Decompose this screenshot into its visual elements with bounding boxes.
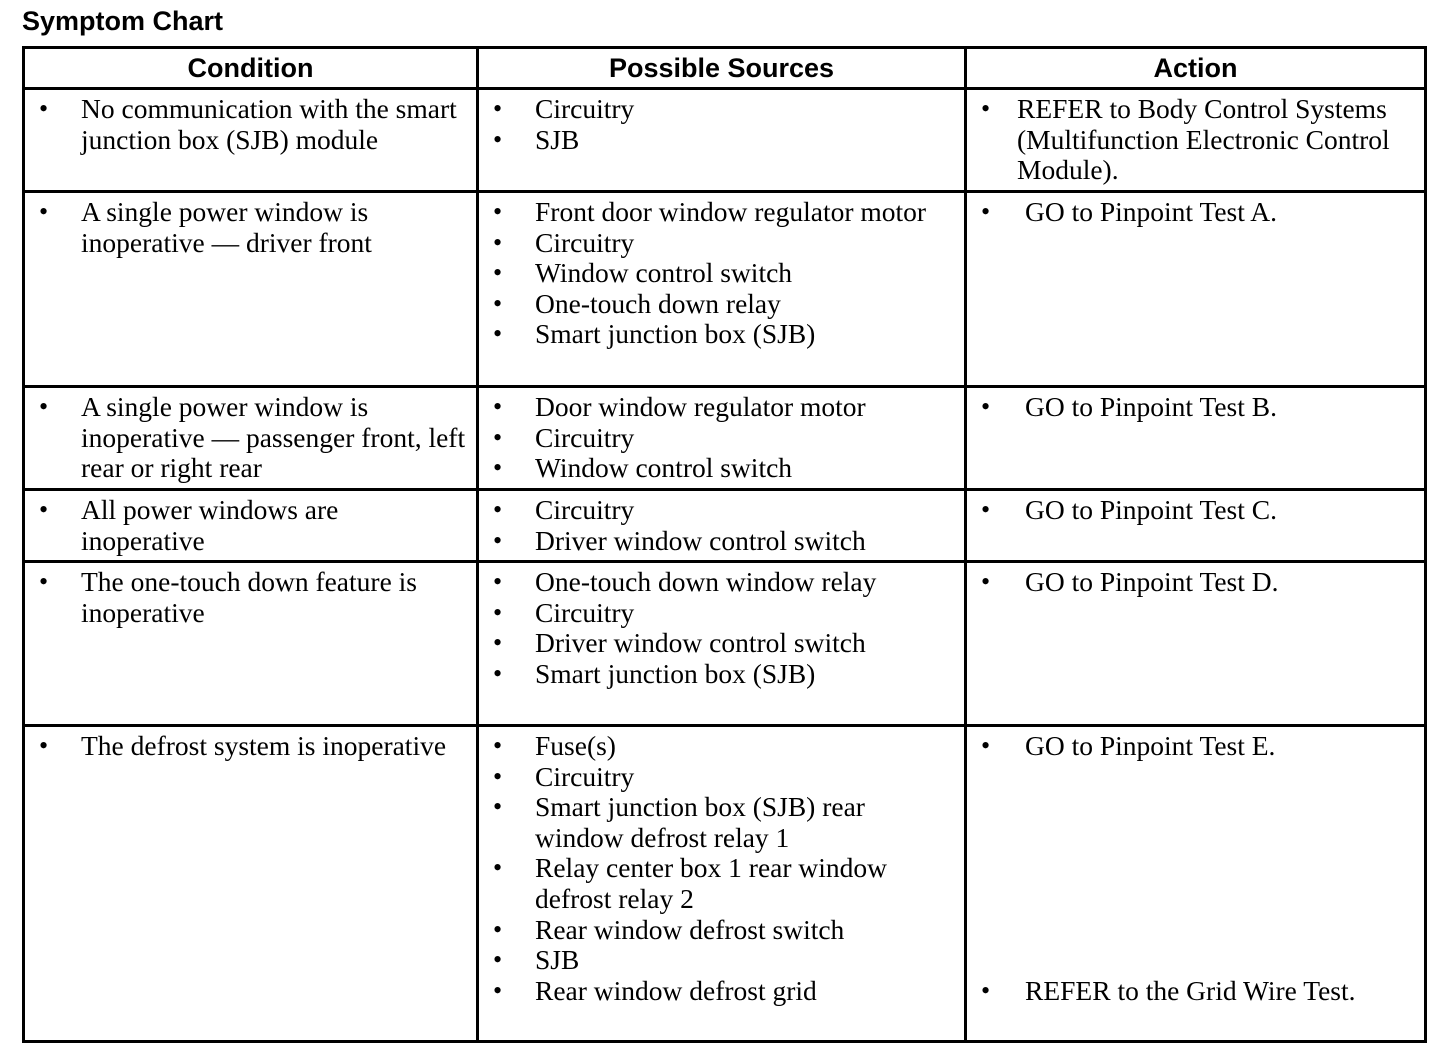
condition-cell xyxy=(24,490,478,562)
sources-cell xyxy=(478,89,966,192)
sources-cell xyxy=(478,387,966,490)
table-row xyxy=(24,562,1426,726)
list-item: • A single power window is inoperative — driver front xyxy=(39,197,468,258)
list-item: • Smart junction box (SJB) rear window defrost relay 1 xyxy=(493,792,956,853)
page-title: Symptom Chart xyxy=(22,6,224,36)
table-row xyxy=(24,490,1426,562)
list-item: • SJB xyxy=(493,945,956,976)
list-item: • Rear window defrost grid xyxy=(493,976,956,1007)
sources-cell xyxy=(478,726,966,1042)
sources-cell xyxy=(478,192,966,387)
list-item: • Circuitry xyxy=(493,228,956,259)
condition-cell xyxy=(24,726,478,1042)
sources-list xyxy=(479,727,964,1006)
action-cell xyxy=(966,490,1426,562)
condition-cell xyxy=(24,562,478,726)
list-item: • GO to Pinpoint Test D. xyxy=(981,567,1416,598)
list-item: • GO to Pinpoint Test B. xyxy=(981,392,1416,423)
action-list xyxy=(967,491,1424,526)
condition-list xyxy=(25,727,476,762)
action-cell xyxy=(966,387,1426,490)
action-cell xyxy=(966,726,1426,1042)
condition-cell xyxy=(24,387,478,490)
sources-cell xyxy=(478,562,966,726)
list-item: • Circuitry xyxy=(493,762,956,793)
list-item: • Relay center box 1 rear window defrost relay 2 xyxy=(493,853,956,914)
sources-list xyxy=(479,491,964,556)
list-item: • Fuse(s) xyxy=(493,731,956,762)
list-item: • Window control switch xyxy=(493,258,956,289)
list-item: • Circuitry xyxy=(493,94,956,125)
action-cell xyxy=(966,562,1426,726)
action-list xyxy=(967,563,1424,598)
table-row xyxy=(24,387,1426,490)
list-item: • Rear window defrost switch xyxy=(493,915,956,946)
list-item: • GO to Pinpoint Test E. xyxy=(981,731,1416,762)
condition-list xyxy=(25,491,476,556)
header-condition: Condition xyxy=(24,48,478,89)
symptom-chart-table xyxy=(22,46,1427,1043)
list-item: • Window control switch xyxy=(493,453,956,484)
list-item: • Smart junction box (SJB) xyxy=(493,659,956,690)
header-action: Action xyxy=(966,48,1426,89)
list-item: • REFER to the Grid Wire Test. xyxy=(981,976,1416,1007)
list-item: • GO to Pinpoint Test C. xyxy=(981,495,1416,526)
header-possible-sources: Possible Sources xyxy=(478,48,966,89)
list-item: • One-touch down window relay xyxy=(493,567,956,598)
condition-list xyxy=(25,193,476,258)
list-item: • No communication with the smart junction box (SJB) module xyxy=(39,94,468,155)
list-item: • Driver window control switch xyxy=(493,628,956,659)
table-row xyxy=(24,192,1426,387)
list-item: • GO to Pinpoint Test A. xyxy=(981,197,1416,228)
list-item: • One-touch down relay xyxy=(493,289,956,320)
action-cell xyxy=(966,89,1426,192)
list-item: • The defrost system is inoperative xyxy=(39,731,468,762)
list-item: • Circuitry xyxy=(493,423,956,454)
action-list xyxy=(967,727,1424,1006)
sources-list xyxy=(479,193,964,350)
action-cell xyxy=(966,192,1426,387)
action-list xyxy=(967,90,1424,186)
list-item: • Front door window regulator motor xyxy=(493,197,956,228)
list-item: • All power windows are inoperative xyxy=(39,495,468,556)
sources-list xyxy=(479,388,964,484)
condition-cell xyxy=(24,192,478,387)
list-item: • Circuitry xyxy=(493,495,956,526)
table-row xyxy=(24,726,1426,1042)
list-item: • The one-touch down feature is inoperative xyxy=(39,567,468,628)
action-list xyxy=(967,193,1424,228)
condition-cell xyxy=(24,89,478,192)
table-row xyxy=(24,89,1426,192)
condition-list xyxy=(25,563,476,628)
action-list xyxy=(967,388,1424,423)
list-item: • Driver window control switch xyxy=(493,526,956,557)
sources-list xyxy=(479,90,964,155)
sources-cell xyxy=(478,490,966,562)
list-item: • Smart junction box (SJB) xyxy=(493,319,956,350)
list-item: • Circuitry xyxy=(493,598,956,629)
table-header-row xyxy=(24,48,1426,89)
list-item: • Door window regulator motor xyxy=(493,392,956,423)
condition-list xyxy=(25,90,476,155)
sources-list xyxy=(479,563,964,689)
list-item: • SJB xyxy=(493,125,956,156)
list-item: • A single power window is inoperative — passenger front, left rear or right rear xyxy=(39,392,468,484)
list-item: • REFER to Body Control Systems (Multifunction Electronic Control Module). xyxy=(981,94,1416,186)
condition-list xyxy=(25,388,476,484)
